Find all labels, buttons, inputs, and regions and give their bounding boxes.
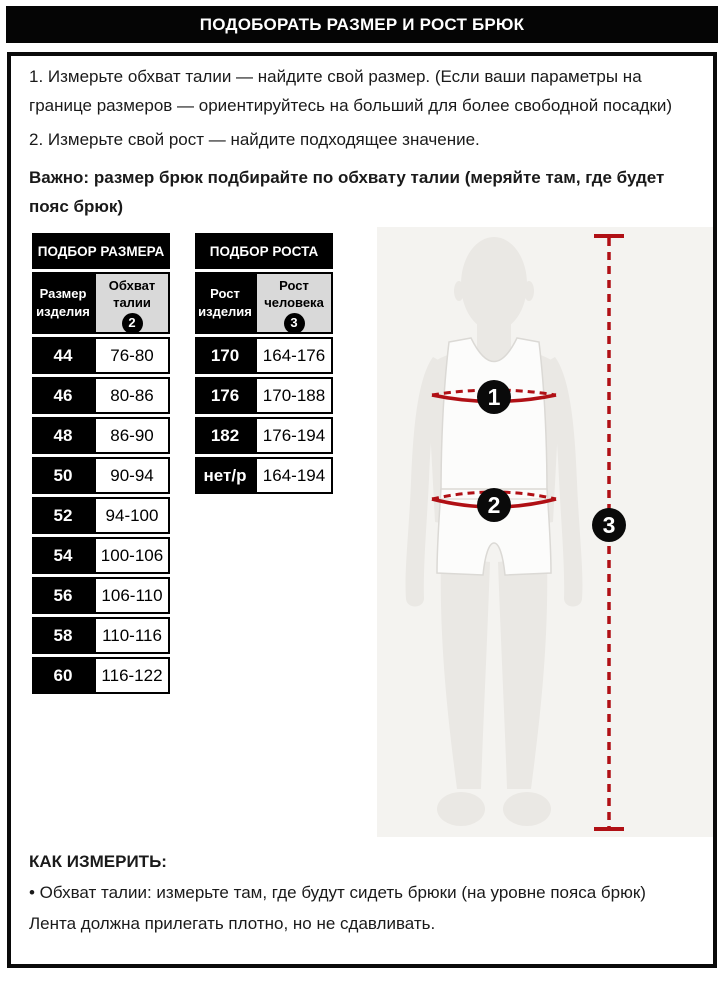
table-row: 54 [32,537,94,574]
page-title [6,6,718,43]
table-row: 60 [32,657,94,694]
marker-2-waist [477,488,511,522]
height-selection-table [195,233,333,494]
tables-and-figure-area [29,227,695,839]
content-box [7,52,717,968]
height-table-col-person-height [255,272,333,334]
instruction-step-1: 1. Измерьте обхват талии — найдите свой размер. (Если ваши параметры на границе размеров — ориентируйтесь на больший для более свободной посадки) [29,67,673,115]
instruction-important: Важно: размер брюк подбирайте по обхвату талии (меряйте там, где будет пояс брюк) [29,168,665,216]
table-row: 50 [32,457,94,494]
page-title-text: ПОДОБОРАТЬ РАЗМЕР И РОСТ БРЮК [199,14,525,34]
table-row: 170-188 [255,377,333,414]
instruction-step-2: 2. Измерьте свой рост — найдите подходящее значение. [29,130,480,149]
table-row: 52 [32,497,94,534]
table-row: 164-194 [255,457,333,494]
table-row: 48 [32,417,94,454]
table-row: 106-110 [94,577,170,614]
marker-3-label: 3 [602,512,616,538]
how-to-measure-line-1: • Обхват талии: измерьте там, где будут сидеть брюки (на уровне пояса брюк) [29,883,646,902]
size-table-col-waist-label: Обхват талии [108,278,156,310]
table-row: 90-94 [94,457,170,494]
marker-1-label: 1 [487,384,501,410]
table-row: 86-90 [94,417,170,454]
table-row: 170 [195,337,255,374]
size-table-col-product-size: Размер изделия [32,272,94,334]
how-to-measure-line-2: Лента должна прилегать плотно, но не сдавливать. [29,914,436,933]
size-table-col-waist [94,272,170,334]
table-row: 44 [32,337,94,374]
how-to-measure-title: КАК ИЗМЕРИТЬ: [29,852,167,871]
table-row: 80-86 [94,377,170,414]
height-table-col-product-height: Рост изделия [195,272,255,334]
height-table-col-person-height-label: Рост человека [264,278,324,310]
table-row: 46 [32,377,94,414]
table-row: 100-106 [94,537,170,574]
tank-top [441,338,547,495]
height-table-title: ПОДБОР РОСТА [195,233,333,269]
table-row: нет/р [195,457,255,494]
table-row: 56 [32,577,94,614]
table-row: 110-116 [94,617,170,654]
mannequin-measurement-figure [377,227,713,837]
table-row: 58 [32,617,94,654]
table-row: 116-122 [94,657,170,694]
table-row: 176-194 [255,417,333,454]
mannequin-figure-svg [377,227,713,837]
table-row: 164-176 [255,337,333,374]
table-row: 182 [195,417,255,454]
waist-badge-2: 2 [122,313,143,334]
height-badge-3: 3 [284,313,305,334]
marker-2-label: 2 [487,492,501,518]
marker-3-height [592,508,626,542]
how-to-measure-section [29,847,695,939]
marker-1-chest [477,380,511,414]
table-row: 94-100 [94,497,170,534]
table-row: 176 [195,377,255,414]
size-table-title: ПОДБОР РАЗМЕРА [32,233,170,269]
table-row: 76-80 [94,337,170,374]
size-selection-table [32,233,170,694]
